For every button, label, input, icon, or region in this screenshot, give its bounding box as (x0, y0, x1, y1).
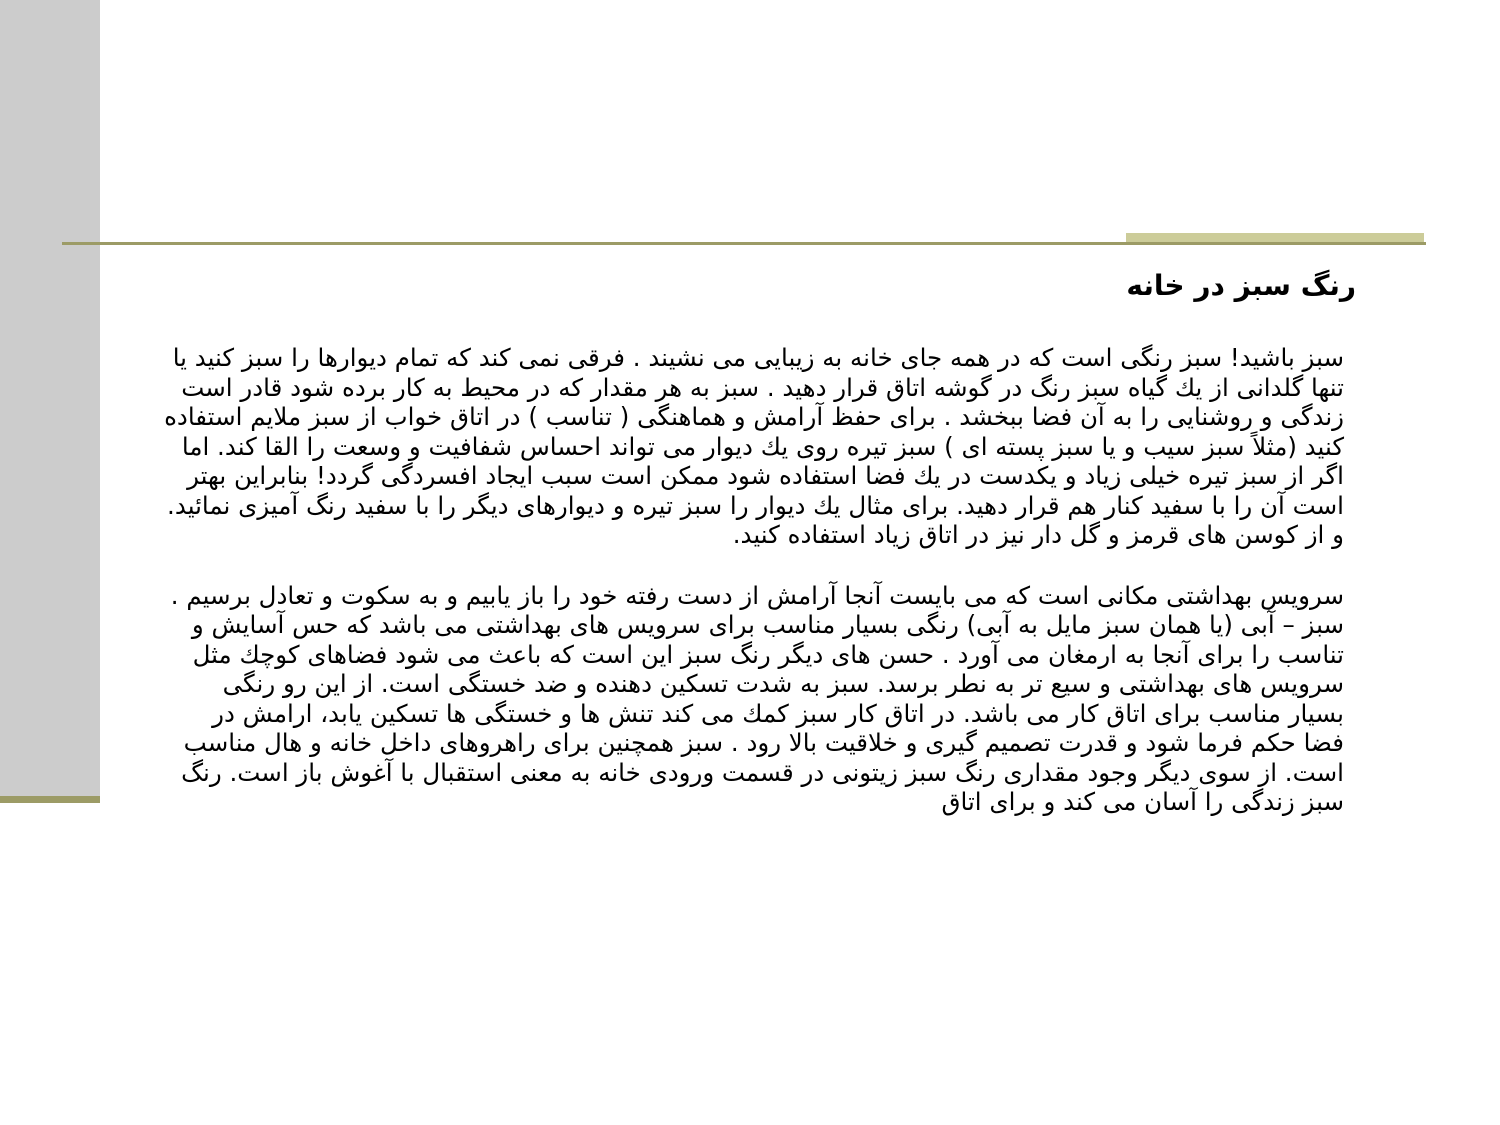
slide-body (150, 262, 1358, 817)
left-sidebar-panel (0, 0, 100, 796)
paragraph-bathroom: سرویس بهداشتی مکانی است که می بایست آنجا آرامش از دست رفته خود را باز یابیم و به سکوت و تعادل برسیم . سبز – آبی (یا همان سبز مایل به آبی) رنگی بسیار مناسب برای سرویس های بهداشتی می باشد که حس آسایش و تناسب را برای آنجا به ارمغان می آورد . حسن های دیگر رنگ سبز این است که باعث می شود فضاهای کوچك مثل سرویس های بهداشتی و سیع تر به نطر برسد. سبز به شدت تسکین دهنده و ضد خستگی است. از این رو رنگی بسیار مناسب برای اتاق کار می باشد. در اتاق کار سبز کمك می کند تنش ها و خستگی ها تسکین یابد، ارامش در فضا حکم فرما شود و قدرت تصمیم گیری و خلاقیت بالا رود . سبز همچنین برای راهروهای داخل خانه و هال مناسب است. از سوی دیگر وجود مقداری رنگ سبز زیتونی در قسمت ورودی خانه به معنی استقبال با آغوش باز است. رنگ سبز زندگی را آسان می کند و برای اتاق (170, 580, 1344, 816)
sidebar-bottom-accent (0, 796, 100, 803)
title-spacer (150, 310, 1358, 343)
slide-title: رنگ سبز در خانه (1126, 269, 1356, 302)
header-accent-block (1126, 233, 1424, 245)
paragraph-bedroom: سبز باشید! سبز رنگی است که در همه جای خانه به زیبایی می نشیند . فرقی نمی کند که تمام دیوارها را سبز کنید یا تنها گلدانی از يك گیاه سبز رنگ در گوشه اتاق قرار دهید . سبز به هر مقدار که در محیط به کار برده شود قادر است زندگی و روشنایی را به آن فضا ببخشد . برای حفظ آرامش و هماهنگی ( تناسب ) در اتاق خواب از سبز ملایم استفاده کنید (مثلاً سبز سیب و یا سبز پسته ای ) سبز تیره روی يك دیوار می تواند احساس شفافیت و وسعت را القا کند. اما اگر از سبز تیره خیلی زیاد و یکدست در يك فضا استفاده شود ممکن است سبب ایجاد افسردگی گردد! بنابراین بهتر است آن را با سفید کنار هم قرار دهید. برای مثال يك دیوار را سبز تیره و دیوارهای دیگر را با سفید رنگ آمیزی نمائید. و از کوسن های قرمز و گل دار نیز در اتاق زیاد استفاده کنید. (164, 343, 1344, 549)
